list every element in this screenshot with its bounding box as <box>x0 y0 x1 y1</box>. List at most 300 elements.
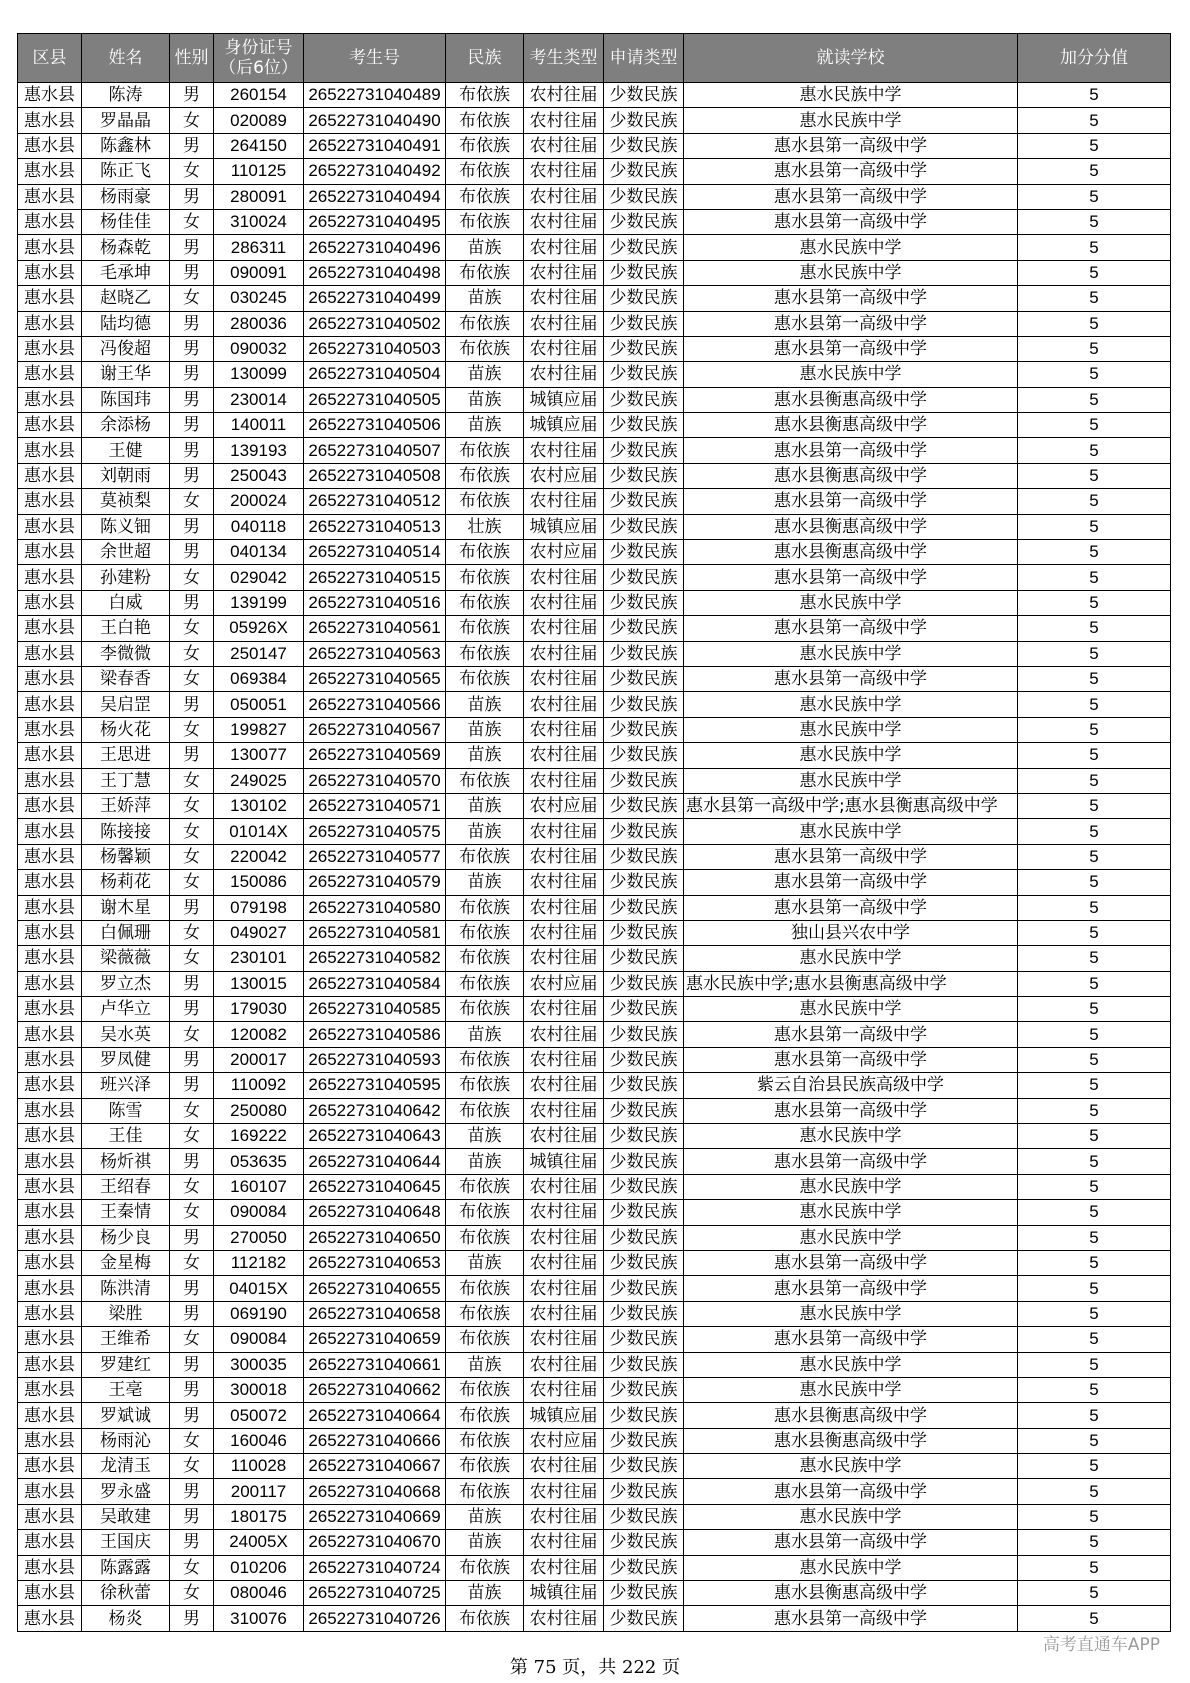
cell-candidate-type: 农村往届 <box>524 1250 604 1275</box>
cell-gender: 男 <box>170 260 214 285</box>
cell-ethnicity: 苗族 <box>446 1022 524 1047</box>
cell-name: 孙建粉 <box>82 565 170 590</box>
cell-gender: 男 <box>170 1479 214 1504</box>
cell-candidate-type: 农村往届 <box>524 590 604 615</box>
cell-bonus-points: 5 <box>1018 793 1171 818</box>
cell-school: 惠水民族中学 <box>684 1225 1018 1250</box>
cell-school: 惠水民族中学 <box>684 1555 1018 1580</box>
cell-id-number: 05926X <box>214 616 304 641</box>
cell-name: 杨佳佳 <box>82 209 170 234</box>
cell-exam-number: 26522731040667 <box>304 1454 446 1479</box>
cell-bonus-points: 5 <box>1018 565 1171 590</box>
cell-application-type: 少数民族 <box>604 1352 684 1377</box>
cell-county: 惠水县 <box>18 1327 82 1352</box>
cell-application-type: 少数民族 <box>604 1377 684 1402</box>
cell-application-type: 少数民族 <box>604 159 684 184</box>
cell-id-number: 110028 <box>214 1454 304 1479</box>
cell-exam-number: 26522731040516 <box>304 590 446 615</box>
cell-application-type: 少数民族 <box>604 641 684 666</box>
cell-candidate-type: 农村往届 <box>524 920 604 945</box>
cell-bonus-points: 5 <box>1018 692 1171 717</box>
cell-gender: 男 <box>170 184 214 209</box>
table-header-row <box>18 34 1171 83</box>
cell-bonus-points: 5 <box>1018 1403 1171 1428</box>
cell-name: 杨少良 <box>82 1225 170 1250</box>
cell-bonus-points: 5 <box>1018 311 1171 336</box>
cell-name: 罗凤健 <box>82 1047 170 1072</box>
cell-bonus-points: 5 <box>1018 946 1171 971</box>
cell-id-number: 260154 <box>214 83 304 108</box>
table-row <box>18 540 1171 565</box>
cell-gender: 男 <box>170 1606 214 1631</box>
cell-gender: 女 <box>170 793 214 818</box>
cell-county: 惠水县 <box>18 870 82 895</box>
cell-county: 惠水县 <box>18 819 82 844</box>
cell-school: 惠水民族中学 <box>684 235 1018 260</box>
cell-ethnicity: 布依族 <box>446 463 524 488</box>
table-row <box>18 1479 1171 1504</box>
cell-id-number: 300018 <box>214 1377 304 1402</box>
cell-exam-number: 26522731040724 <box>304 1555 446 1580</box>
cell-exam-number: 26522731040498 <box>304 260 446 285</box>
cell-exam-number: 26522731040490 <box>304 108 446 133</box>
cell-id-number: 280036 <box>214 311 304 336</box>
cell-name: 杨炘祺 <box>82 1149 170 1174</box>
cell-county: 惠水县 <box>18 920 82 945</box>
cell-gender: 男 <box>170 1073 214 1098</box>
cell-application-type: 少数民族 <box>604 1276 684 1301</box>
cell-name: 陈义钿 <box>82 514 170 539</box>
cell-candidate-type: 农村往届 <box>524 565 604 590</box>
cell-id-number: 069384 <box>214 666 304 691</box>
cell-application-type: 少数民族 <box>604 1479 684 1504</box>
cell-bonus-points: 5 <box>1018 463 1171 488</box>
cell-name: 李微微 <box>82 641 170 666</box>
cell-school: 独山县兴农中学 <box>684 920 1018 945</box>
cell-exam-number: 26522731040668 <box>304 1479 446 1504</box>
cell-application-type: 少数民族 <box>604 184 684 209</box>
cell-id-number: 264150 <box>214 133 304 158</box>
cell-gender: 男 <box>170 311 214 336</box>
cell-gender: 男 <box>170 540 214 565</box>
cell-name: 杨馨颖 <box>82 844 170 869</box>
cell-candidate-type: 农村往届 <box>524 870 604 895</box>
cell-name: 王白艳 <box>82 616 170 641</box>
cell-candidate-type: 农村往届 <box>524 1377 604 1402</box>
cell-candidate-type: 农村往届 <box>524 1530 604 1555</box>
cell-gender: 男 <box>170 1530 214 1555</box>
cell-school: 惠水民族中学 <box>684 362 1018 387</box>
cell-school: 惠水民族中学 <box>684 1124 1018 1149</box>
cell-gender: 男 <box>170 438 214 463</box>
cell-application-type: 少数民族 <box>604 1428 684 1453</box>
cell-county: 惠水县 <box>18 1022 82 1047</box>
cell-id-number: 090091 <box>214 260 304 285</box>
cell-application-type: 少数民族 <box>604 209 684 234</box>
cell-ethnicity: 布依族 <box>446 209 524 234</box>
cell-school: 惠水县第一高级中学 <box>684 1250 1018 1275</box>
cell-gender: 男 <box>170 1352 214 1377</box>
table-row <box>18 336 1171 361</box>
cell-id-number: 310076 <box>214 1606 304 1631</box>
cell-bonus-points: 5 <box>1018 438 1171 463</box>
table-row <box>18 413 1171 438</box>
cell-gender: 男 <box>170 692 214 717</box>
cell-school: 惠水民族中学 <box>684 1301 1018 1326</box>
cell-candidate-type: 农村往届 <box>524 717 604 742</box>
cell-application-type: 少数民族 <box>604 793 684 818</box>
cell-bonus-points: 5 <box>1018 514 1171 539</box>
cell-bonus-points: 5 <box>1018 1454 1171 1479</box>
cell-county: 惠水县 <box>18 743 82 768</box>
cell-county: 惠水县 <box>18 1149 82 1174</box>
cell-county: 惠水县 <box>18 235 82 260</box>
cell-exam-number: 26522731040494 <box>304 184 446 209</box>
cell-application-type: 少数民族 <box>604 616 684 641</box>
cell-exam-number: 26522731040593 <box>304 1047 446 1072</box>
cell-id-number: 160046 <box>214 1428 304 1453</box>
cell-name: 龙清玉 <box>82 1454 170 1479</box>
table-row <box>18 362 1171 387</box>
table-row <box>18 133 1171 158</box>
cell-school: 惠水民族中学 <box>684 83 1018 108</box>
cell-name: 陈洪清 <box>82 1276 170 1301</box>
cell-name: 罗立杰 <box>82 971 170 996</box>
cell-school: 惠水县第一高级中学 <box>684 1047 1018 1072</box>
cell-exam-number: 26522731040653 <box>304 1250 446 1275</box>
cell-id-number: 250080 <box>214 1098 304 1123</box>
cell-gender: 女 <box>170 920 214 945</box>
cell-bonus-points: 5 <box>1018 83 1171 108</box>
cell-county: 惠水县 <box>18 641 82 666</box>
cell-exam-number: 26522731040571 <box>304 793 446 818</box>
cell-id-number: 24005X <box>214 1530 304 1555</box>
cell-county: 惠水县 <box>18 1352 82 1377</box>
cell-county: 惠水县 <box>18 768 82 793</box>
cell-ethnicity: 布依族 <box>446 920 524 945</box>
cell-ethnicity: 布依族 <box>446 336 524 361</box>
cell-application-type: 少数民族 <box>604 819 684 844</box>
cell-school: 惠水县第一高级中学 <box>684 616 1018 641</box>
cell-ethnicity: 布依族 <box>446 260 524 285</box>
cell-id-number: 130099 <box>214 362 304 387</box>
table-row <box>18 159 1171 184</box>
cell-application-type: 少数民族 <box>604 260 684 285</box>
cell-school: 惠水民族中学 <box>684 1352 1018 1377</box>
cell-ethnicity: 苗族 <box>446 413 524 438</box>
cell-id-number: 249025 <box>214 768 304 793</box>
cell-gender: 男 <box>170 895 214 920</box>
cell-candidate-type: 农村往届 <box>524 159 604 184</box>
cell-county: 惠水县 <box>18 717 82 742</box>
cell-gender: 男 <box>170 514 214 539</box>
table-row <box>18 260 1171 285</box>
cell-school: 紫云自治县民族高级中学 <box>684 1073 1018 1098</box>
cell-exam-number: 26522731040499 <box>304 286 446 311</box>
cell-application-type: 少数民族 <box>604 286 684 311</box>
cell-id-number: 180175 <box>214 1504 304 1529</box>
cell-county: 惠水县 <box>18 1403 82 1428</box>
cell-candidate-type: 农村往届 <box>524 108 604 133</box>
cell-school: 惠水县第一高级中学 <box>684 1327 1018 1352</box>
cell-school: 惠水民族中学 <box>684 692 1018 717</box>
cell-county: 惠水县 <box>18 362 82 387</box>
cell-exam-number: 26522731040503 <box>304 336 446 361</box>
cell-exam-number: 26522731040563 <box>304 641 446 666</box>
cell-gender: 女 <box>170 1581 214 1606</box>
cell-exam-number: 26522731040505 <box>304 387 446 412</box>
cell-name: 王健 <box>82 438 170 463</box>
cell-school: 惠水民族中学 <box>684 590 1018 615</box>
cell-ethnicity: 布依族 <box>446 1428 524 1453</box>
table-row <box>18 1581 1171 1606</box>
cell-gender: 女 <box>170 946 214 971</box>
cell-county: 惠水县 <box>18 438 82 463</box>
cell-county: 惠水县 <box>18 946 82 971</box>
cell-ethnicity: 布依族 <box>446 1073 524 1098</box>
cell-county: 惠水县 <box>18 387 82 412</box>
cell-ethnicity: 布依族 <box>446 1225 524 1250</box>
cell-id-number: 090032 <box>214 336 304 361</box>
cell-exam-number: 26522731040513 <box>304 514 446 539</box>
cell-id-number: 310024 <box>214 209 304 234</box>
cell-candidate-type: 农村往届 <box>524 83 604 108</box>
cell-gender: 女 <box>170 209 214 234</box>
cell-exam-number: 26522731040664 <box>304 1403 446 1428</box>
table-row <box>18 641 1171 666</box>
cell-ethnicity: 布依族 <box>446 946 524 971</box>
cell-candidate-type: 农村往届 <box>524 260 604 285</box>
cell-bonus-points: 5 <box>1018 235 1171 260</box>
cell-exam-number: 26522731040575 <box>304 819 446 844</box>
cell-bonus-points: 5 <box>1018 920 1171 945</box>
cell-gender: 女 <box>170 819 214 844</box>
cell-ethnicity: 壮族 <box>446 514 524 539</box>
cell-candidate-type: 农村往届 <box>524 438 604 463</box>
cell-school: 惠水县第一高级中学 <box>684 336 1018 361</box>
cell-name: 王秦情 <box>82 1200 170 1225</box>
cell-school: 惠水县第一高级中学 <box>684 159 1018 184</box>
cell-bonus-points: 5 <box>1018 1149 1171 1174</box>
cell-candidate-type: 农村往届 <box>524 844 604 869</box>
cell-application-type: 少数民族 <box>604 1149 684 1174</box>
cell-application-type: 少数民族 <box>604 489 684 514</box>
cell-county: 惠水县 <box>18 159 82 184</box>
cell-ethnicity: 布依族 <box>446 616 524 641</box>
cell-name: 白威 <box>82 590 170 615</box>
cell-id-number: 112182 <box>214 1250 304 1275</box>
cell-exam-number: 26522731040561 <box>304 616 446 641</box>
cell-id-number: 280091 <box>214 184 304 209</box>
page-number-footer: 第 75 页，共 222 页 <box>509 1657 681 1678</box>
cell-application-type: 少数民族 <box>604 438 684 463</box>
cell-bonus-points: 5 <box>1018 895 1171 920</box>
cell-name: 王国庆 <box>82 1530 170 1555</box>
cell-candidate-type: 农村往届 <box>524 692 604 717</box>
header-name: 姓名 <box>82 34 170 83</box>
cell-gender: 男 <box>170 1149 214 1174</box>
cell-candidate-type: 农村应届 <box>524 1428 604 1453</box>
table-row <box>18 1606 1171 1631</box>
cell-gender: 女 <box>170 1428 214 1453</box>
cell-application-type: 少数民族 <box>604 590 684 615</box>
cell-id-number: 130102 <box>214 793 304 818</box>
cell-gender: 男 <box>170 1225 214 1250</box>
cell-application-type: 少数民族 <box>604 1073 684 1098</box>
table-row <box>18 1352 1171 1377</box>
cell-name: 余添杨 <box>82 413 170 438</box>
cell-county: 惠水县 <box>18 83 82 108</box>
cell-ethnicity: 布依族 <box>446 311 524 336</box>
cell-name: 赵晓乙 <box>82 286 170 311</box>
cell-name: 陈涛 <box>82 83 170 108</box>
cell-application-type: 少数民族 <box>604 1504 684 1529</box>
cell-exam-number: 26522731040492 <box>304 159 446 184</box>
cell-id-number: 053635 <box>214 1149 304 1174</box>
cell-candidate-type: 农村往届 <box>524 666 604 691</box>
cell-candidate-type: 农村往届 <box>524 641 604 666</box>
cell-bonus-points: 5 <box>1018 1606 1171 1631</box>
cell-application-type: 少数民族 <box>604 133 684 158</box>
cell-bonus-points: 5 <box>1018 819 1171 844</box>
cell-exam-number: 26522731040569 <box>304 743 446 768</box>
cell-exam-number: 26522731040661 <box>304 1352 446 1377</box>
cell-candidate-type: 农村往届 <box>524 489 604 514</box>
cell-application-type: 少数民族 <box>604 1454 684 1479</box>
cell-id-number: 286311 <box>214 235 304 260</box>
cell-id-number: 080046 <box>214 1581 304 1606</box>
cell-exam-number: 26522731040507 <box>304 438 446 463</box>
cell-application-type: 少数民族 <box>604 1022 684 1047</box>
cell-exam-number: 26522731040491 <box>304 133 446 158</box>
cell-ethnicity: 布依族 <box>446 1301 524 1326</box>
cell-county: 惠水县 <box>18 540 82 565</box>
table-row <box>18 83 1171 108</box>
cell-bonus-points: 5 <box>1018 1428 1171 1453</box>
cell-school: 惠水县衡惠高级中学 <box>684 1428 1018 1453</box>
cell-exam-number: 26522731040565 <box>304 666 446 691</box>
cell-gender: 男 <box>170 971 214 996</box>
cell-candidate-type: 城镇应届 <box>524 1403 604 1428</box>
cell-ethnicity: 布依族 <box>446 133 524 158</box>
cell-county: 惠水县 <box>18 844 82 869</box>
cell-gender: 女 <box>170 108 214 133</box>
cell-candidate-type: 农村往届 <box>524 946 604 971</box>
cell-bonus-points: 5 <box>1018 286 1171 311</box>
cell-school: 惠水县第一高级中学 <box>684 565 1018 590</box>
cell-candidate-type: 城镇应届 <box>524 387 604 412</box>
cell-gender: 女 <box>170 870 214 895</box>
cell-application-type: 少数民族 <box>604 1225 684 1250</box>
cell-ethnicity: 布依族 <box>446 1479 524 1504</box>
cell-application-type: 少数民族 <box>604 1200 684 1225</box>
cell-county: 惠水县 <box>18 336 82 361</box>
cell-exam-number: 26522731040586 <box>304 1022 446 1047</box>
cell-id-number: 110092 <box>214 1073 304 1098</box>
cell-school: 惠水县第一高级中学 <box>684 1606 1018 1631</box>
cell-candidate-type: 农村往届 <box>524 768 604 793</box>
cell-county: 惠水县 <box>18 463 82 488</box>
cell-county: 惠水县 <box>18 286 82 311</box>
cell-name: 王维希 <box>82 1327 170 1352</box>
cell-school: 惠水县第一高级中学 <box>684 844 1018 869</box>
cell-name: 陈接接 <box>82 819 170 844</box>
table-row <box>18 1377 1171 1402</box>
table-row <box>18 1504 1171 1529</box>
cell-exam-number: 26522731040512 <box>304 489 446 514</box>
cell-name: 梁薇薇 <box>82 946 170 971</box>
cell-candidate-type: 农村往届 <box>524 1301 604 1326</box>
cell-school: 惠水县衡惠高级中学 <box>684 1581 1018 1606</box>
cell-application-type: 少数民族 <box>604 692 684 717</box>
cell-bonus-points: 5 <box>1018 1479 1171 1504</box>
table-row <box>18 1327 1171 1352</box>
cell-name: 陆均德 <box>82 311 170 336</box>
cell-exam-number: 26522731040662 <box>304 1377 446 1402</box>
table-row <box>18 793 1171 818</box>
cell-bonus-points: 5 <box>1018 844 1171 869</box>
cell-school: 惠水县第一高级中学 <box>684 1098 1018 1123</box>
cell-name: 卢华立 <box>82 997 170 1022</box>
cell-ethnicity: 布依族 <box>446 1454 524 1479</box>
cell-gender: 男 <box>170 83 214 108</box>
cell-bonus-points: 5 <box>1018 590 1171 615</box>
cell-ethnicity: 布依族 <box>446 590 524 615</box>
cell-gender: 女 <box>170 1098 214 1123</box>
cell-ethnicity: 苗族 <box>446 717 524 742</box>
cell-exam-number: 26522731040642 <box>304 1098 446 1123</box>
cell-application-type: 少数民族 <box>604 1098 684 1123</box>
cell-name: 谢木星 <box>82 895 170 920</box>
cell-ethnicity: 布依族 <box>446 1276 524 1301</box>
table-row <box>18 1250 1171 1275</box>
table-row <box>18 819 1171 844</box>
cell-bonus-points: 5 <box>1018 209 1171 234</box>
cell-application-type: 少数民族 <box>604 514 684 539</box>
cell-candidate-type: 农村往届 <box>524 286 604 311</box>
table-row <box>18 1098 1171 1123</box>
cell-id-number: 199827 <box>214 717 304 742</box>
cell-county: 惠水县 <box>18 311 82 336</box>
cell-candidate-type: 农村往届 <box>524 235 604 260</box>
cell-application-type: 少数民族 <box>604 235 684 260</box>
cell-application-type: 少数民族 <box>604 463 684 488</box>
cell-school: 惠水县第一高级中学 <box>684 133 1018 158</box>
cell-application-type: 少数民族 <box>604 870 684 895</box>
cell-id-number: 220042 <box>214 844 304 869</box>
table-row <box>18 1073 1171 1098</box>
table-row <box>18 666 1171 691</box>
cell-application-type: 少数民族 <box>604 1555 684 1580</box>
cell-application-type: 少数民族 <box>604 971 684 996</box>
table-row <box>18 920 1171 945</box>
cell-gender: 男 <box>170 997 214 1022</box>
cell-ethnicity: 布依族 <box>446 997 524 1022</box>
cell-application-type: 少数民族 <box>604 895 684 920</box>
table-row <box>18 438 1171 463</box>
cell-county: 惠水县 <box>18 590 82 615</box>
table-row <box>18 489 1171 514</box>
cell-county: 惠水县 <box>18 489 82 514</box>
cell-county: 惠水县 <box>18 133 82 158</box>
cell-candidate-type: 农村往届 <box>524 743 604 768</box>
cell-county: 惠水县 <box>18 413 82 438</box>
cell-school: 惠水县第一高级中学 <box>684 666 1018 691</box>
table-body <box>18 83 1171 1632</box>
cell-id-number: 140011 <box>214 413 304 438</box>
cell-id-number: 130015 <box>214 971 304 996</box>
cell-ethnicity: 布依族 <box>446 184 524 209</box>
